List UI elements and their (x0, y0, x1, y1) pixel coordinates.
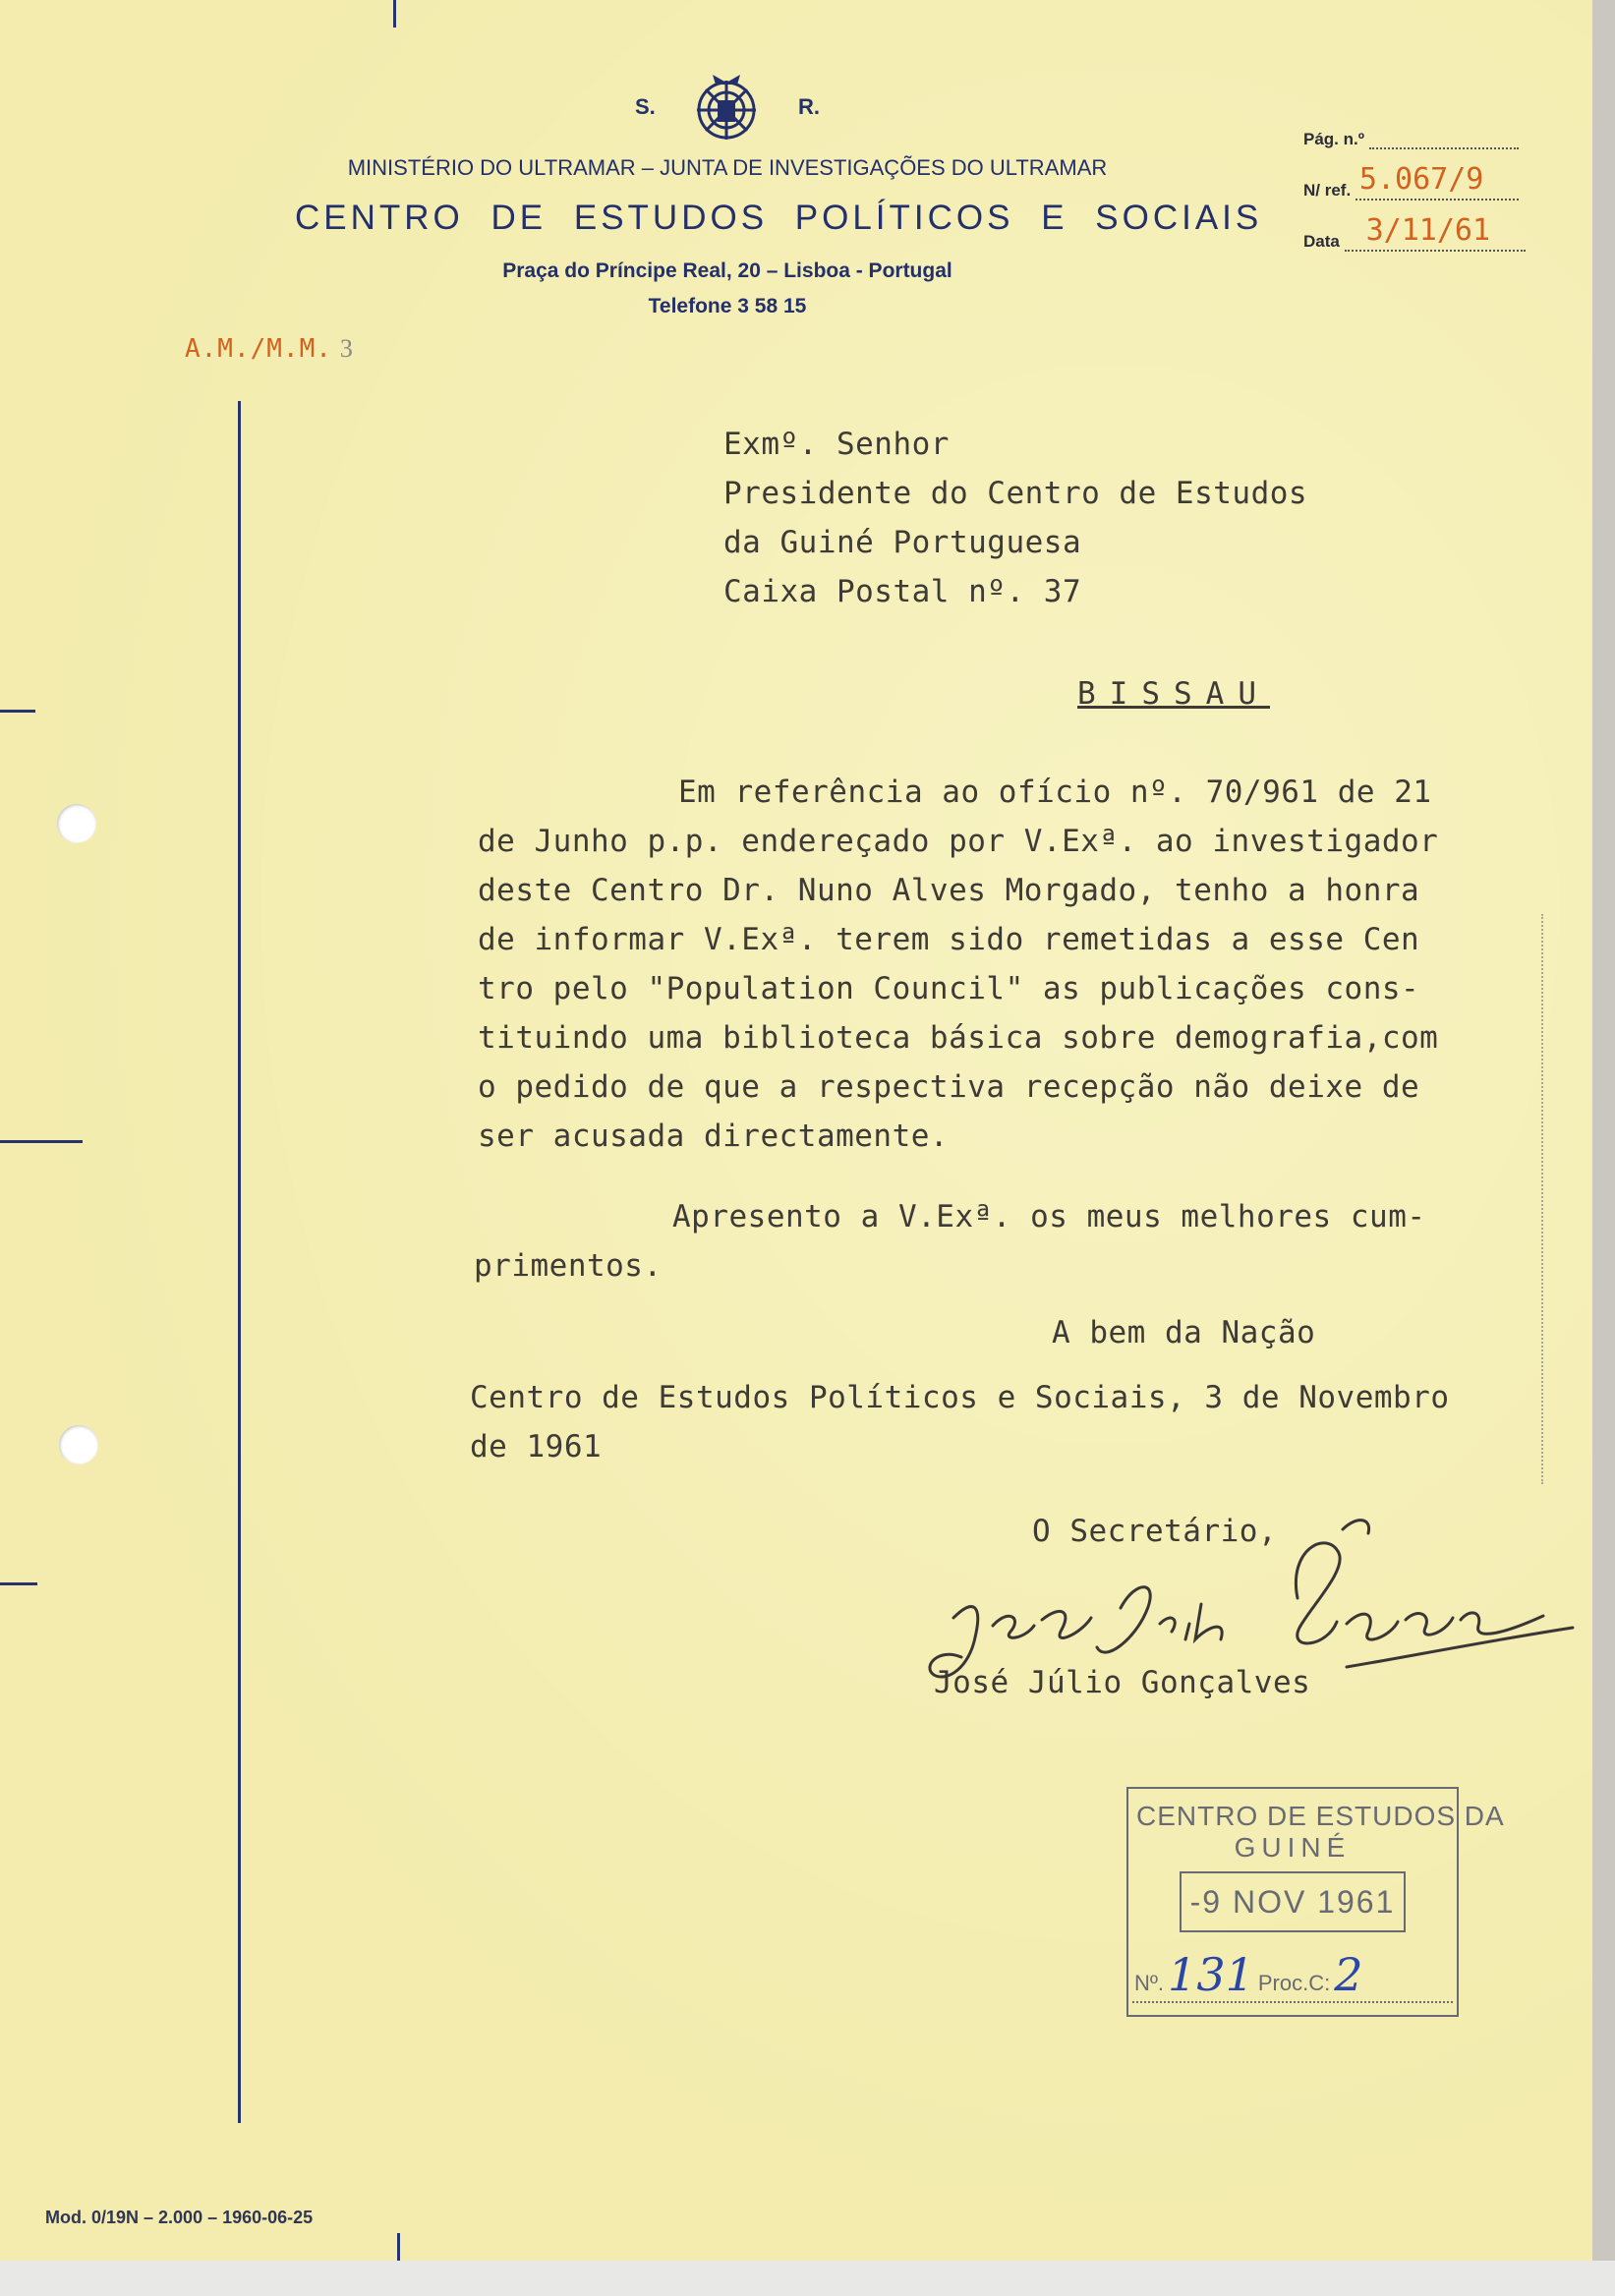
stamp-institution: CENTRO DE ESTUDOS DA (1136, 1801, 1505, 1831)
reference-blank (1355, 162, 1519, 201)
file-code-initials: A.M./M.M. (185, 334, 332, 364)
signatory-title: O Secretário, (1032, 1514, 1278, 1549)
page-number-label: Pág. n.º (1303, 130, 1364, 148)
form-code: Mod. 0/19N – 2.000 – 1960-06-25 (45, 2208, 314, 2227)
motto: A bem da Nação (1052, 1315, 1316, 1350)
reference-label: N/ ref. (1303, 181, 1352, 200)
date-row (1303, 213, 1526, 252)
sr-right: R. (798, 94, 820, 119)
addressee-organisation: da Guiné Portuguesa (723, 525, 1082, 560)
addressee-postbox: Caixa Postal nº. 37 (723, 574, 1082, 609)
reference-value: 5.067/9 (1358, 162, 1484, 197)
handwritten-signature (914, 1510, 1583, 1726)
scan-edge (1592, 0, 1615, 2296)
stamp-process-label: Proc.C: (1257, 1971, 1331, 1995)
body-line-1: Em referência ao ofício nº. 70/961 de 21 (678, 775, 1432, 810)
date-blank (1345, 213, 1526, 252)
punch-hole-lower (59, 1425, 98, 1464)
date-value: 3/11/61 (1365, 213, 1491, 248)
address-line: Praça do Príncipe Real, 20 – Lisboa - Portugal (502, 259, 952, 282)
punch-hole-upper (57, 804, 96, 843)
stamp-date: -9 NOV 1961 (1180, 1871, 1406, 1932)
place-date-line-2: de 1961 (470, 1429, 603, 1464)
addressee-title: Presidente do Centro de Estudos (723, 476, 1308, 511)
received-stamp (1126, 1787, 1505, 2017)
fold-mark-left-2 (0, 1140, 83, 1143)
fold-mark-bottom (397, 2233, 400, 2261)
date-label: Data (1303, 232, 1340, 251)
body-line-6: tituindo uma biblioteca básica sobre demografia,com (478, 1020, 1439, 1056)
signatory-name: José Júlio Gonçalves (934, 1665, 1311, 1700)
fold-mark-left-1 (0, 710, 35, 713)
centre-heading: CENTRO DE ESTUDOS POLÍTICOS E SOCIAIS (295, 199, 1263, 237)
file-code (185, 334, 354, 364)
margin-pencil-marks (1541, 914, 1551, 1484)
margin-rule (238, 401, 241, 2123)
sr-left: S. (635, 94, 656, 119)
body-line-4: de informar V.Exª. terem sido remetidas a esse Cen (478, 922, 1420, 957)
coat-of-arms-icon (680, 71, 773, 147)
addressee-city: BISSAU (1077, 676, 1270, 712)
body-line-8: ser acusada directamente. (478, 1119, 950, 1154)
place-date-line-1: Centro de Estudos Políticos e Sociais, 3 de Novembro (470, 1380, 1450, 1415)
fold-mark-top (393, 0, 396, 28)
closing-line-1: Apresento a V.Exª. os meus melhores cum- (672, 1199, 1426, 1234)
stamp-region: GUINÉ (1234, 1832, 1352, 1863)
body-line-5: tro pelo "Population Council" as publicações cons- (478, 971, 1420, 1006)
body-line-7: o pedido de que a respectiva recepção não deixe de (478, 1069, 1420, 1105)
addressee-salutation: Exmº. Senhor (723, 427, 950, 462)
closing-line-2: primentos. (474, 1248, 663, 1284)
stamp-number-label: Nº. (1134, 1971, 1165, 1995)
reference-row (1303, 162, 1519, 201)
signature-text: José Júlio Gonçalves (914, 1510, 927, 1511)
file-code-number: 3 (339, 334, 354, 363)
stamp-number-row (1134, 1948, 1367, 2001)
body-line-3: deste Centro Dr. Nuno Alves Morgado, tenho a honra (478, 873, 1420, 908)
ministry-heading: MINISTÉRIO DO ULTRAMAR – JUNTA DE INVESTIGAÇÕES DO ULTRAMAR (347, 155, 1108, 180)
stamp-number-value: 131 (1168, 1948, 1254, 2001)
scan-bottom-edge (0, 2261, 1615, 2296)
stamp-dotted-line (1132, 2001, 1453, 2003)
page-number-blank (1369, 120, 1519, 149)
page-number-row (1303, 120, 1519, 149)
stamp-process-value: 2 (1334, 1948, 1363, 2001)
fold-mark-left-3 (0, 1582, 37, 1585)
telephone-line: Telefone 3 58 15 (648, 295, 807, 317)
body-line-2: de Junho p.p. endereçado por V.Exª. ao investigador (478, 824, 1439, 859)
